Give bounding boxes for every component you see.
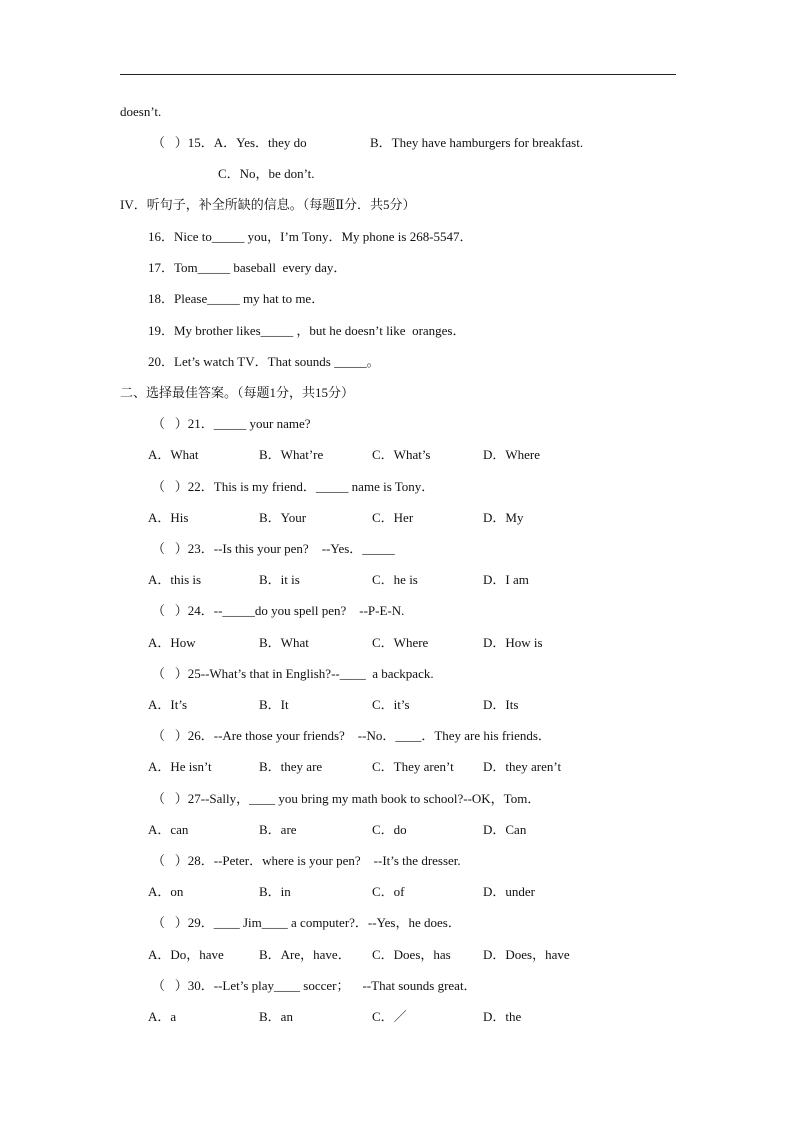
- option-c: C．Where: [372, 635, 429, 650]
- option-d: D．How is: [483, 635, 543, 650]
- option-c: C．What’s: [372, 447, 431, 462]
- option-a: A．a: [148, 1009, 177, 1024]
- question-stem: （ ）28．--Peter．where is your pen? --It’s the dresser.: [152, 853, 461, 868]
- option-b: B．an: [259, 1009, 293, 1024]
- question-stem: （ ）21．_____ your name?: [152, 416, 311, 431]
- option-a: A．can: [148, 822, 189, 837]
- question-stem: （ ）24．--_____do you spell pen? --P-E-N.: [152, 603, 405, 618]
- option-a: A．He isn’t: [148, 759, 212, 774]
- option-b: B．Are，have．: [259, 947, 351, 962]
- option-d: D．I am: [483, 572, 529, 587]
- question-stem: （ ）22．This is my friend．_____ name is Tony．: [152, 479, 435, 494]
- section-iv-heading: IV．听句子，补全所缺的信息。（每题Ⅱ分．共5分）: [120, 197, 416, 212]
- option-c: C．They aren’t: [372, 759, 454, 774]
- option-b: B．it is: [259, 572, 300, 587]
- option-a: A．What: [148, 447, 199, 462]
- section-2-heading: 二、选择最佳答案。（每题1分，共15分）: [120, 385, 355, 400]
- question-stem: （ ）25--What’s that in English?--____ a backpack.: [152, 666, 434, 681]
- option-c: C．do: [372, 822, 407, 837]
- option-c: C．Her: [372, 510, 414, 525]
- question-15-stem: （ ）15．A．Yes．they do: [152, 135, 307, 150]
- question-18: 18．Please_____ my hat to me．: [148, 291, 325, 306]
- option-c: C．／: [372, 1009, 407, 1024]
- option-c: C．of: [372, 884, 405, 899]
- option-d: D．Where: [483, 447, 541, 462]
- question-19: 19．My brother likes_____ ，but he doesn’t like oranges．: [148, 323, 466, 338]
- option-d: D．they aren’t: [483, 759, 562, 774]
- option-a: A．His: [148, 510, 189, 525]
- option-a: A．Do，have: [148, 947, 224, 962]
- question-15-option-c: C．No，be don’t.: [218, 166, 315, 181]
- question-stem: （ ）30．--Let’s play____ soccer； --That sounds great．: [152, 978, 477, 993]
- option-b: B．they are: [259, 759, 323, 774]
- continued-text: doesn’t.: [120, 104, 162, 119]
- option-c: C．he is: [372, 572, 418, 587]
- question-stem: （ ）29．____ Jim____ a computer?．--Yes，he does．: [152, 915, 461, 930]
- question-20: 20．Let’s watch TV．That sounds _____。: [148, 354, 380, 369]
- option-d: D．Can: [483, 822, 527, 837]
- option-d: D．Its: [483, 697, 519, 712]
- option-a: A．How: [148, 635, 196, 650]
- question-stem: （ ）27--Sally，____ you bring my math book to school?--OK，Tom．: [152, 791, 541, 806]
- option-a: A．It’s: [148, 697, 188, 712]
- option-b: B．What’re: [259, 447, 324, 462]
- question-15-option-b: B．They have hamburgers for breakfast.: [370, 135, 584, 150]
- option-d: D．My: [483, 510, 524, 525]
- option-d: D．under: [483, 884, 535, 899]
- option-a: A．on: [148, 884, 184, 899]
- option-d: D．Does，have: [483, 947, 570, 962]
- option-b: B．What: [259, 635, 309, 650]
- option-b: B．in: [259, 884, 291, 899]
- option-b: B．It: [259, 697, 289, 712]
- question-stem: （ ）23．--Is this your pen? --Yes．_____: [152, 541, 395, 556]
- option-c: C．Does，has: [372, 947, 451, 962]
- question-stem: （ ）26．--Are those your friends? --No．____．They are his friends．: [152, 728, 551, 743]
- header-rule: [120, 74, 676, 75]
- option-d: D．the: [483, 1009, 522, 1024]
- option-c: C．it’s: [372, 697, 410, 712]
- option-a: A．this is: [148, 572, 202, 587]
- option-b: B．Your: [259, 510, 307, 525]
- question-17: 17．Tom_____ baseball every day．: [148, 260, 347, 275]
- option-b: B．are: [259, 822, 297, 837]
- question-16: 16．Nice to_____ you，I’m Tony．My phone is 268-5547．: [148, 229, 473, 244]
